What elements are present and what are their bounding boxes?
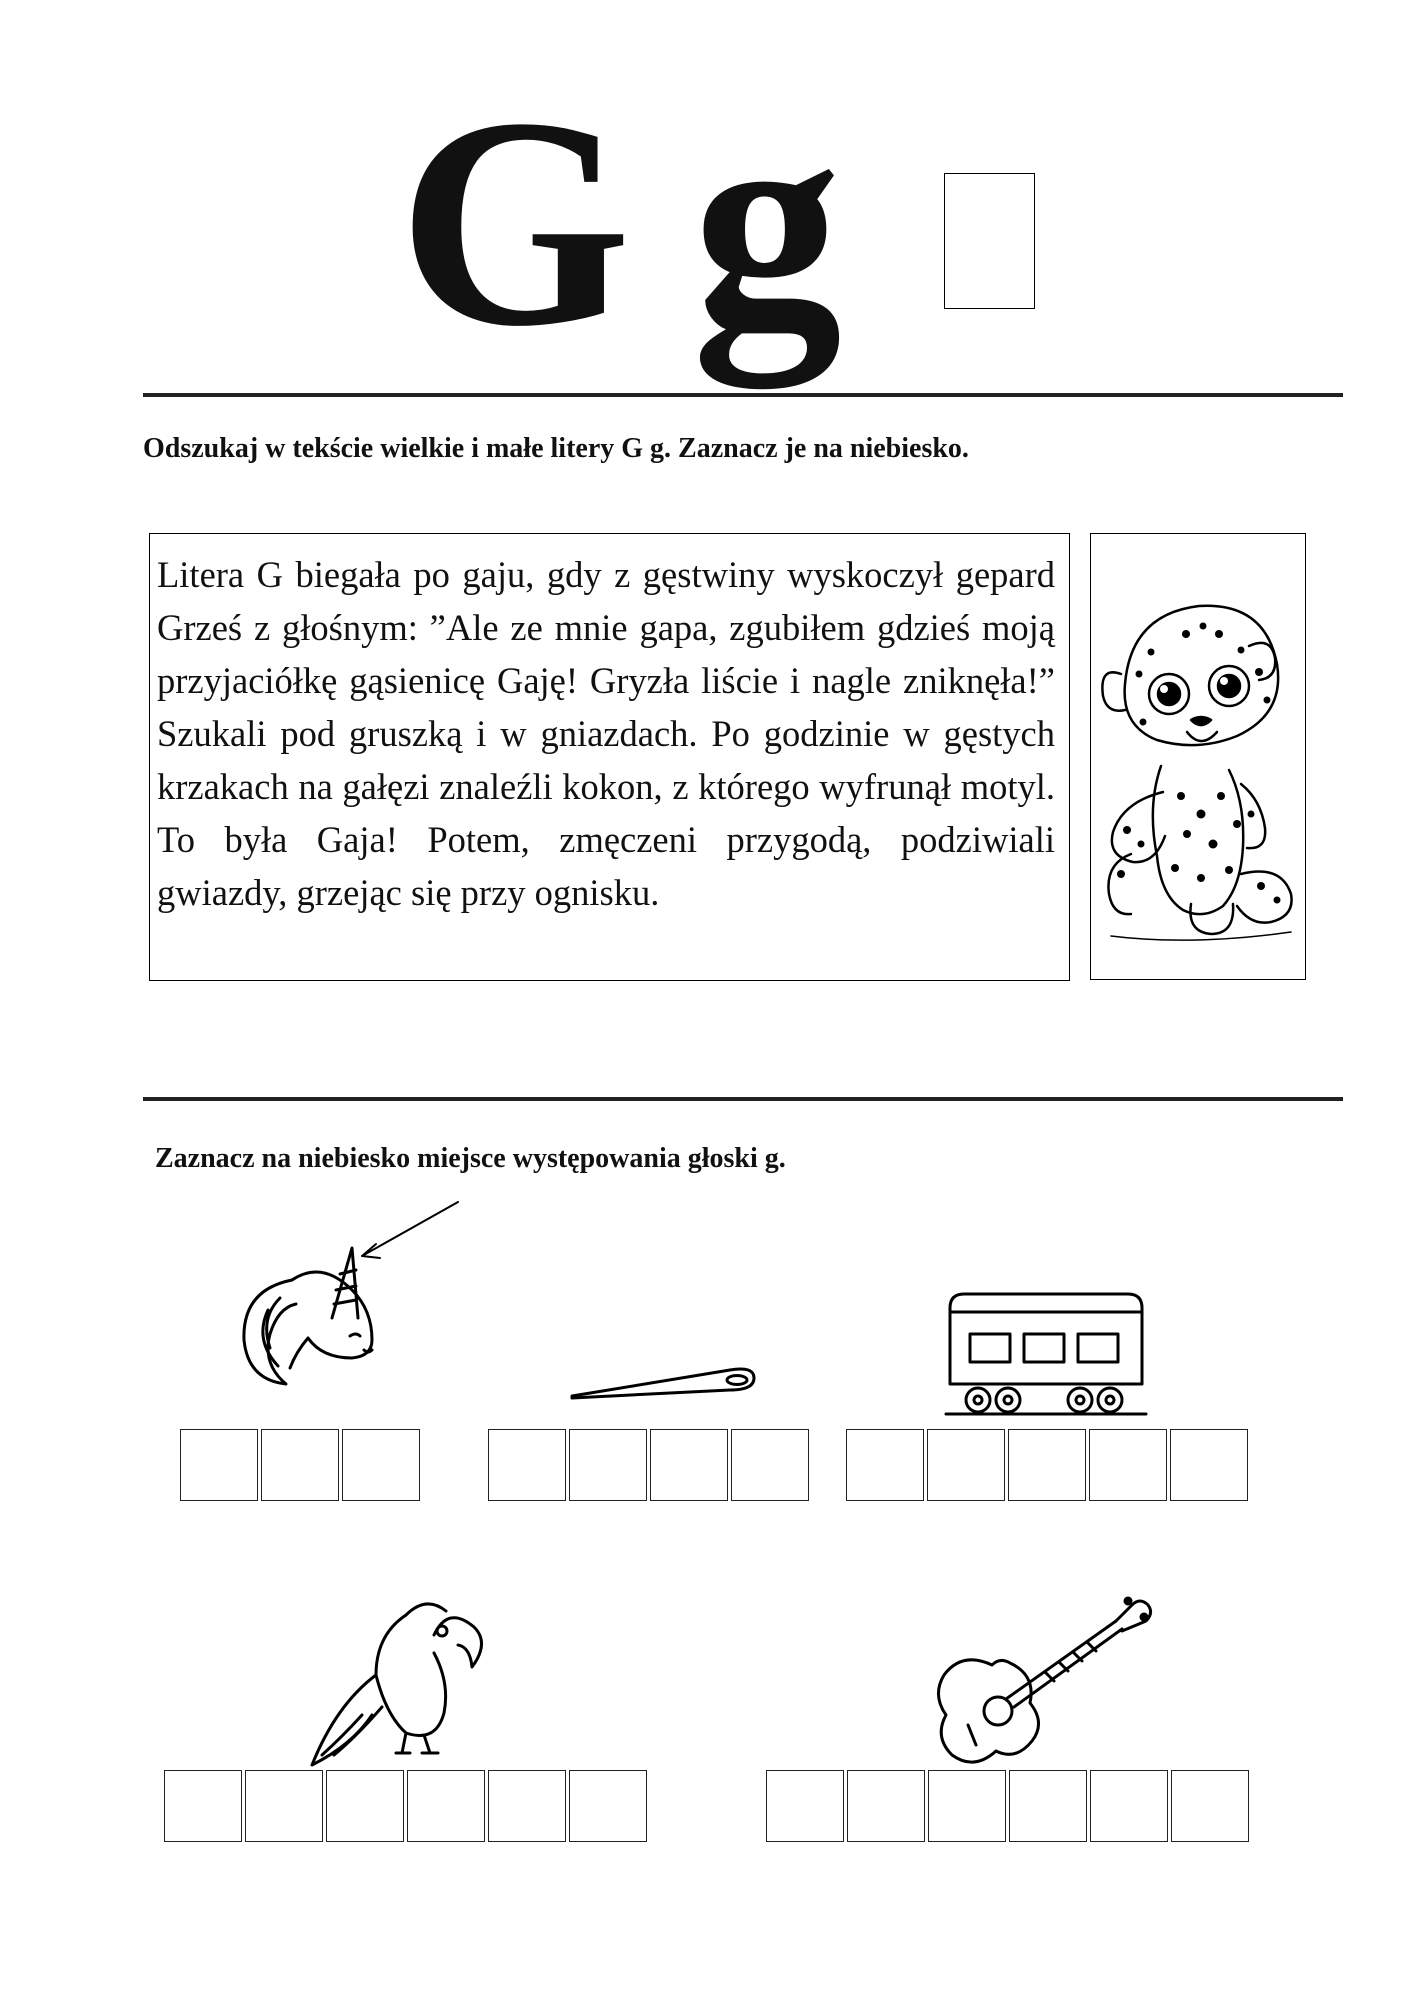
story-text: Litera G biegała po gaju, gdy z gęstwiny wyskoczył gepard Grześ z głośnym: ”Ale ze mnie gapa, zgubiłem gdzieś moją przyjaciółkę gąsienicę Gaję! Gryzła liście i nagle zniknęła!” Szukali pod gruszką i w gniazdach. Po godzinie w gęstych krzakach na gałęzi znaleźli kokon, z którego wyfrunął motyl. To była Gaja! Potem, zmęczeni przygodą, podziwiali gwiazdy, grzejąc się przy ognisku. — [157, 554, 1055, 913]
letter-cell[interactable] — [1170, 1429, 1248, 1501]
letter-cell[interactable] — [846, 1429, 924, 1501]
letter-cell[interactable] — [1171, 1770, 1249, 1842]
uppercase-letter: G — [398, 56, 632, 388]
cheetah-cub-icon — [1091, 534, 1307, 981]
divider-top — [143, 393, 1343, 397]
letter-cell[interactable] — [1089, 1429, 1167, 1501]
story-box — [149, 533, 1070, 981]
missing-glyph-box — [944, 173, 1035, 309]
letter-cell[interactable] — [180, 1429, 258, 1501]
letter-cell[interactable] — [407, 1770, 485, 1842]
cells-parrot — [164, 1770, 647, 1842]
letter-cell[interactable] — [488, 1429, 566, 1501]
cells-wagon — [846, 1429, 1248, 1501]
letter-cell[interactable] — [164, 1770, 242, 1842]
letter-cell[interactable] — [245, 1770, 323, 1842]
letter-cell[interactable] — [927, 1429, 1005, 1501]
letter-cell[interactable] — [1008, 1429, 1086, 1501]
letter-cell[interactable] — [766, 1770, 844, 1842]
illustration-box — [1090, 533, 1306, 980]
task1-instruction: Odszukaj w tekście wielkie i małe litery G g. Zaznacz je na niebiesko. — [143, 433, 969, 464]
divider-bottom — [143, 1097, 1343, 1101]
letter-cell[interactable] — [569, 1429, 647, 1501]
cells-unicorn — [180, 1429, 420, 1501]
letter-cell[interactable] — [650, 1429, 728, 1501]
needle-icon — [570, 1360, 760, 1410]
train-wagon-icon — [944, 1290, 1148, 1420]
letter-cell[interactable] — [847, 1770, 925, 1842]
letter-cell[interactable] — [342, 1429, 420, 1501]
guitar-icon — [936, 1595, 1156, 1771]
parrot-icon — [306, 1595, 486, 1775]
task2-instruction: Zaznacz na niebiesko miejsce występowania głoski g. — [155, 1143, 786, 1174]
letter-cell[interactable] — [928, 1770, 1006, 1842]
unicorn-horn-icon — [222, 1200, 462, 1380]
letter-cell[interactable] — [488, 1770, 566, 1842]
letter-cell[interactable] — [1009, 1770, 1087, 1842]
letter-cell[interactable] — [569, 1770, 647, 1842]
cells-needle — [488, 1429, 809, 1501]
cells-guitar — [766, 1770, 1249, 1842]
letter-cell[interactable] — [326, 1770, 404, 1842]
letter-cell[interactable] — [261, 1429, 339, 1501]
lowercase-letter: g — [692, 56, 842, 388]
letter-cell[interactable] — [731, 1429, 809, 1501]
letter-cell[interactable] — [1090, 1770, 1168, 1842]
